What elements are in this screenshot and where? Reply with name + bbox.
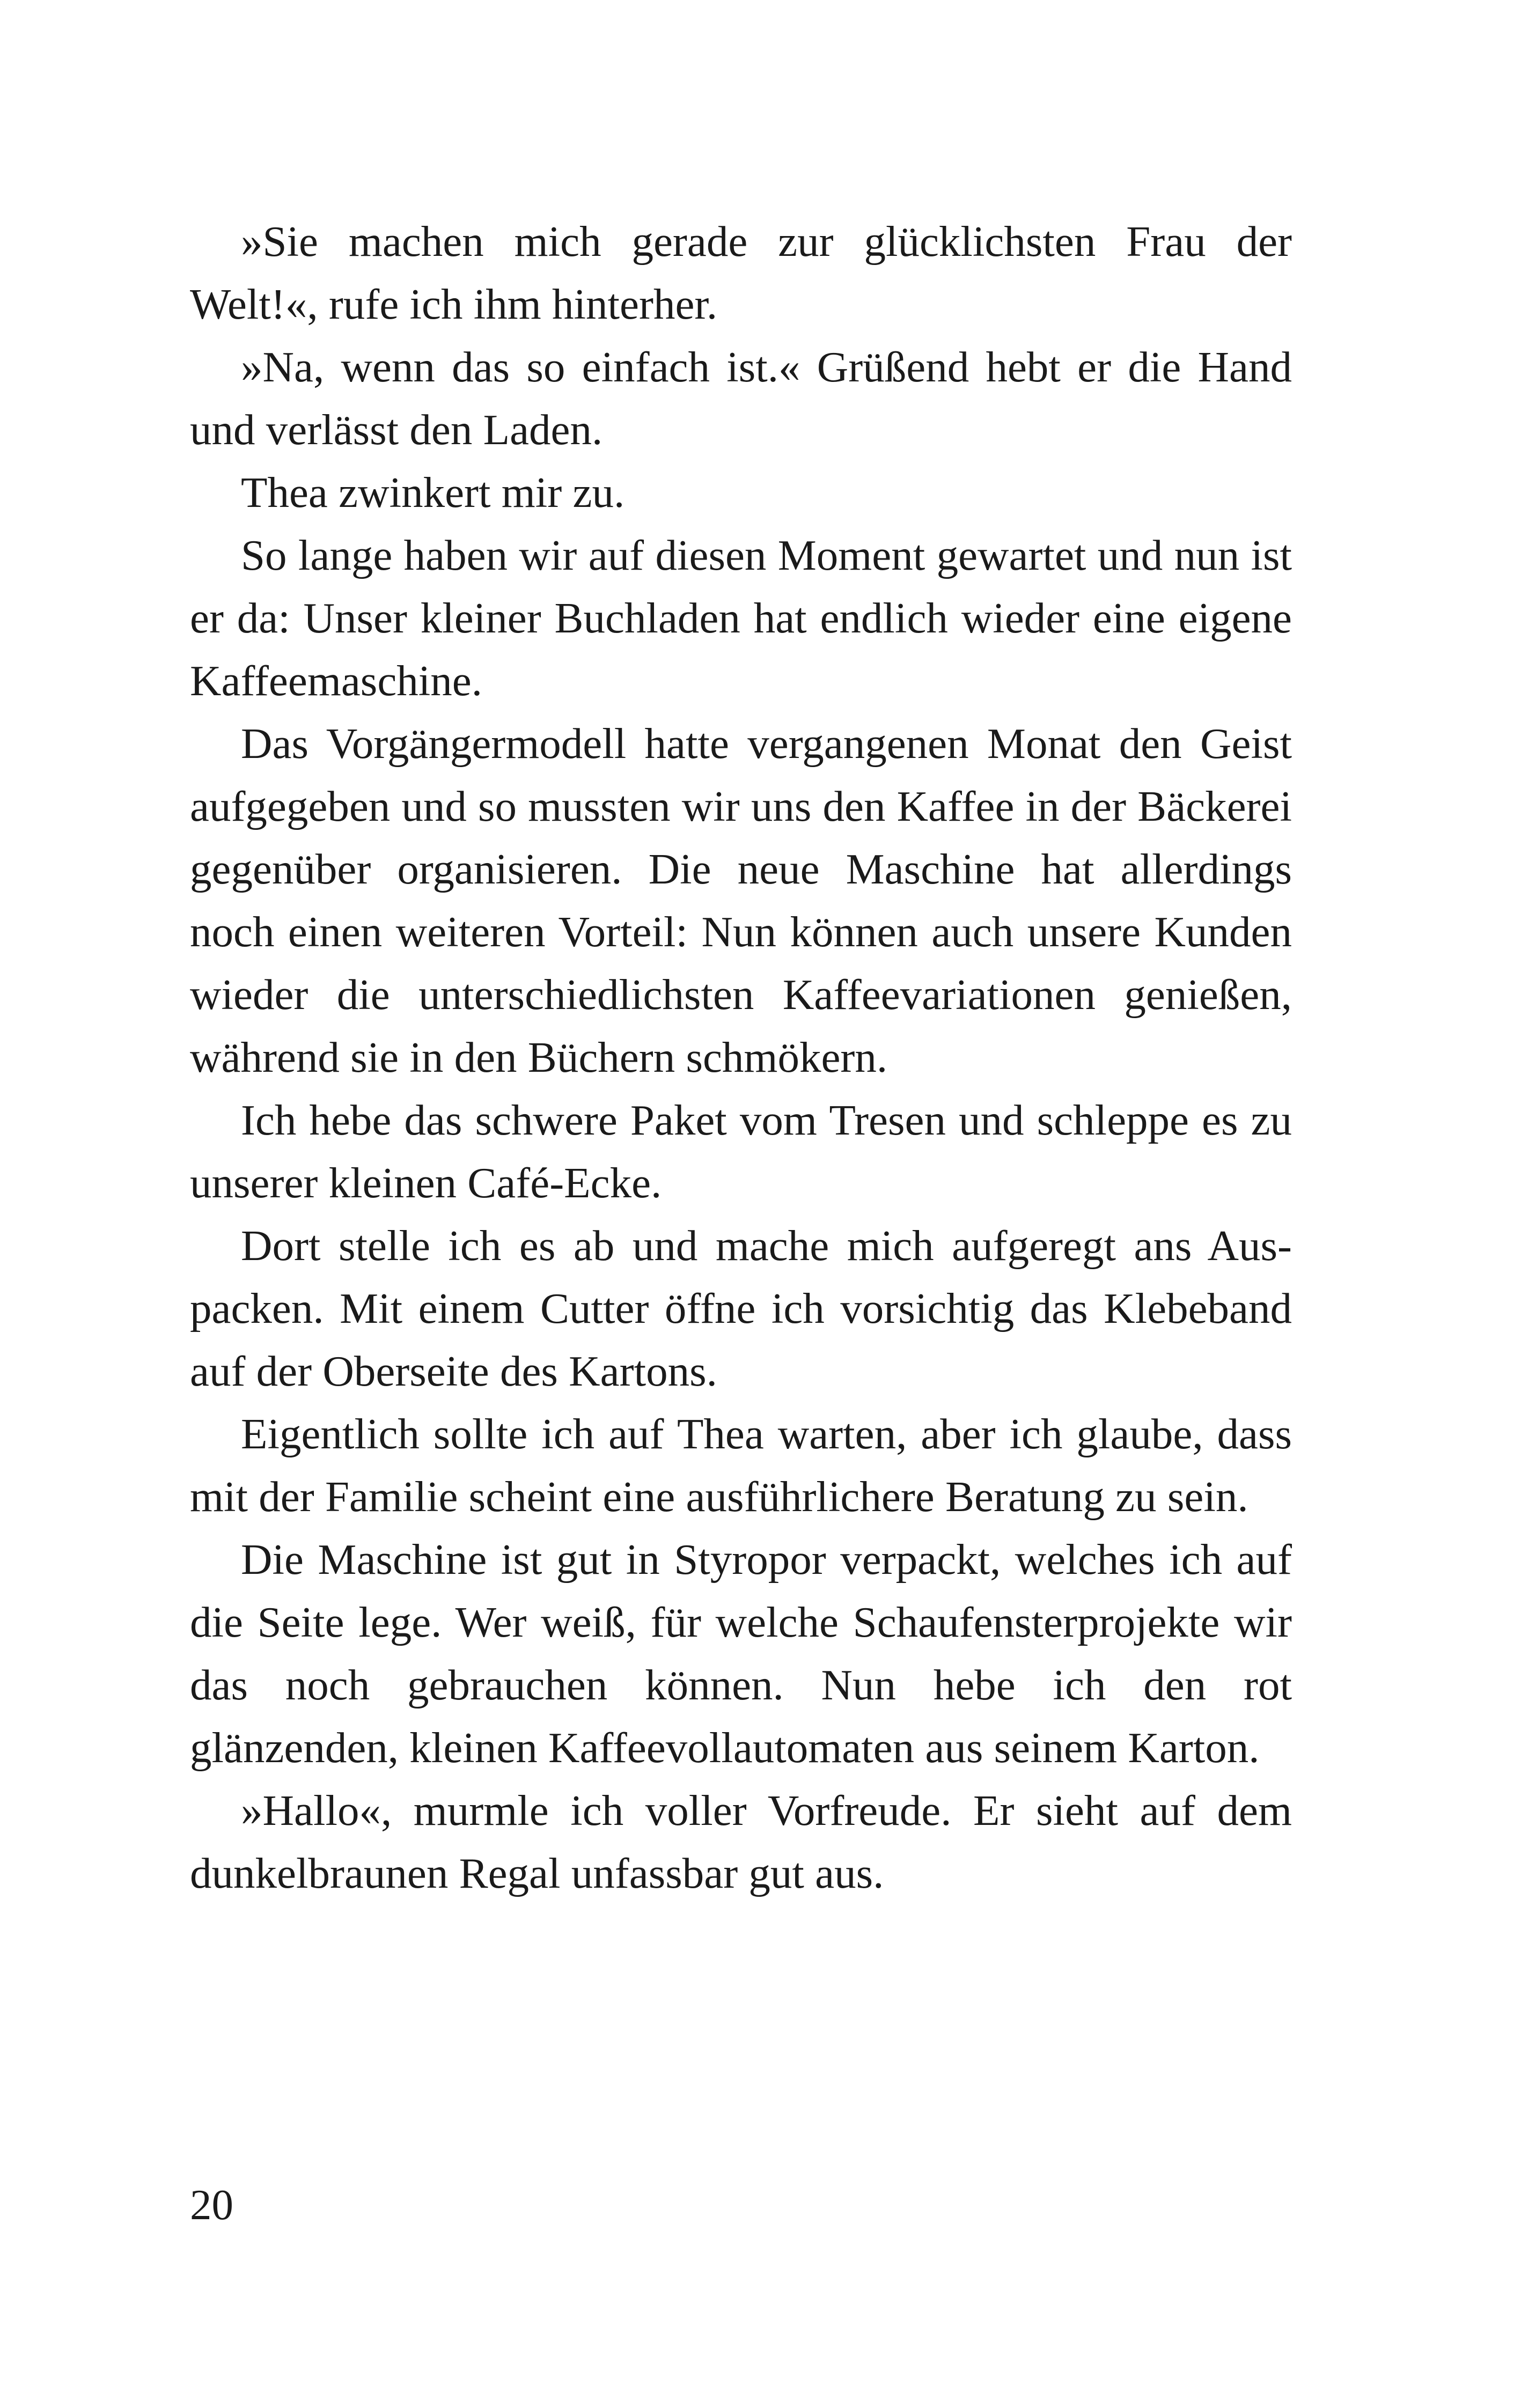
paragraph: Dort stelle ich es ab und mache mich aufgeregt ans Auspacken. Mit einem Cutter öffne ich vorsichtig das Klebeband auf der Oberseite des Kartons.: [190, 1221, 1292, 1395]
page-number: 20: [190, 2181, 233, 2229]
paragraph: Die Maschine ist gut in Styropor verpackt, welches ich auf die Seite lege. Wer weiß, für welche Schaufensterprojekte wir das noch gebrauchen können. Nun hebe ich den rot glänzenden, kleinen Kaffeevollautomaten aus seinem Karton.: [190, 1535, 1292, 1772]
paragraph: »Na, wenn das so einfach ist.« Grüßend hebt er die Hand und verlässt den Laden.: [190, 343, 1292, 454]
paragraph: Thea zwinkert mir zu.: [241, 468, 625, 517]
paragraph: Ich hebe das schwere Paket vom Tresen und schleppe es zu unserer kleinen Café-Ecke.: [190, 1096, 1292, 1207]
paragraph: »Sie machen mich gerade zur glücklichsten Frau der Welt!«, rufe ich ihm hinterher.: [190, 217, 1292, 328]
paragraph: So lange haben wir auf diesen Moment gewartet und nun ist er da: Unser kleiner Buchladen hat endlich wieder eine eigene Kaffeemaschine.: [190, 531, 1292, 705]
body-text: [190, 210, 1292, 1905]
paragraph: »Hallo«, murmle ich voller Vorfreude. Er sieht auf dem dunkelbraunen Regal unfassbar gut aus.: [190, 1786, 1292, 1897]
paragraph: Das Vorgängermodell hatte vergangenen Monat den Geist aufgegeben und so mussten wir uns den Kaffee in der Bäckerei gegenüber organisieren. Die neue Maschine hat allerdings noch einen weiteren Vorteil: Nun können auch unsere Kunden wieder die unterschiedlichsten Kaffeevariationen genießen, während sie in den Büchern schmökern.: [190, 719, 1292, 1081]
paragraph: Eigentlich sollte ich auf Thea warten, aber ich glaube, dass mit der Familie scheint eine ausführlichere Beratung zu sein.: [190, 1410, 1292, 1521]
